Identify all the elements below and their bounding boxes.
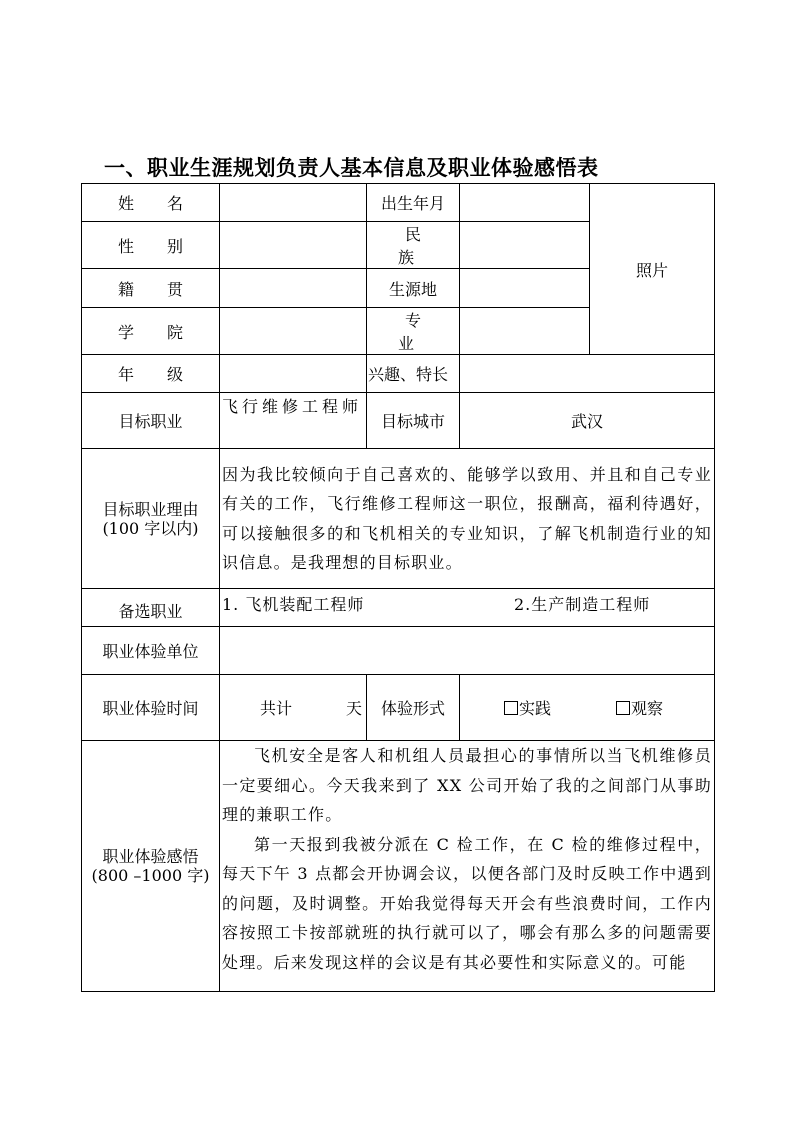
label-exp-time: 职业体验时间: [82, 675, 220, 741]
field-insight[interactable]: [220, 741, 715, 992]
field-target-job[interactable]: 飞行维修工程师: [220, 393, 367, 449]
days-label: 天: [345, 699, 362, 718]
field-birth[interactable]: [460, 184, 590, 222]
field-college[interactable]: [220, 308, 367, 355]
field-major[interactable]: [460, 308, 590, 355]
label-exp-unit: 职业体验单位: [82, 627, 220, 675]
label-reason-line2: (100 字以内): [102, 518, 199, 538]
label-grade: 年 级: [82, 355, 220, 393]
field-ethnicity[interactable]: [460, 222, 590, 269]
alt-job-2: 2.生产制造工程师: [514, 595, 651, 614]
field-origin[interactable]: [460, 269, 590, 308]
label-origin: 生源地: [367, 269, 460, 308]
label-insight-line2: (800 –1000 字): [91, 866, 210, 885]
field-reason[interactable]: 因为我比较倾向于自己喜欢的、能够学以致用、并且和自己专业有关的工作，飞行维修工程师这一职位，报酬高，福利待遇好，可以接触很多的和飞机相关的专业知识，了解飞机制造行业的知识信息。是我理想的目标职业。: [220, 449, 715, 589]
field-target-city[interactable]: 武汉: [460, 393, 715, 449]
observe-label: 观察: [631, 699, 664, 718]
photo-cell[interactable]: [590, 184, 715, 355]
practice-label: 实践: [519, 699, 552, 718]
info-form-table: [81, 183, 715, 992]
option-observe[interactable]: [616, 696, 663, 719]
insight-paragraph-1: 飞机安全是客人和机组人员最担心的事情所以当飞机维修员一定要细心。今天我来到了 XX 公司开始了我的之间部门从事助理的兼职工作。: [222, 746, 712, 824]
alt-job-1: 1. 飞机装配工程师: [222, 595, 365, 614]
field-grade[interactable]: [220, 355, 367, 393]
observe-checkbox[interactable]: [616, 701, 630, 715]
row-name: [82, 184, 715, 222]
label-insight-line1: 职业体验感悟: [102, 847, 199, 866]
label-name: 姓 名: [82, 184, 220, 222]
label-hobbies: 兴趣、特长: [367, 355, 460, 393]
label-exp-form: 体验形式: [367, 675, 460, 741]
row-exp-time: [82, 675, 715, 741]
practice-checkbox[interactable]: [504, 701, 518, 715]
total-label: 共计: [259, 699, 292, 718]
label-native-place: 籍 贯: [82, 269, 220, 308]
label-reason-line1: 目标职业理由: [102, 499, 199, 519]
field-name[interactable]: [220, 184, 367, 222]
row-alt-job: [82, 589, 715, 627]
row-grade: [82, 355, 715, 393]
field-exp-time[interactable]: [220, 675, 367, 741]
field-gender[interactable]: [220, 222, 367, 269]
label-insight: [82, 741, 220, 992]
field-hobbies[interactable]: [460, 355, 715, 393]
label-birth: 出生年月: [367, 184, 460, 222]
field-exp-form: [460, 675, 715, 741]
label-major: 专 业: [367, 308, 460, 355]
row-exp-unit: [82, 627, 715, 675]
label-gender: 性 别: [82, 222, 220, 269]
option-practice[interactable]: [460, 696, 616, 719]
photo-label: 照片: [635, 260, 668, 280]
label-alt-job: 备选职业: [82, 589, 220, 627]
insight-paragraph-2: 第一天报到我被分派在 C 检工作，在 C 检的维修过程中，每天下午 3 点都会开协调会议，以便各部门及时反映工作中遇到的问题，及时调整。开始我觉得每天开会有些浪费时间，工作内容按照工卡按部就班的执行就可以了，哪会有那么多的问题需要处理。后来发现这样的会议是有其必要性和实际意义的。可能: [222, 834, 712, 972]
label-college: 学 院: [82, 308, 220, 355]
field-native-place[interactable]: [220, 269, 367, 308]
field-alt-job[interactable]: [220, 589, 715, 627]
row-insight: [82, 741, 715, 992]
label-target-job: 目标职业: [82, 393, 220, 449]
label-target-city: 目标城市: [367, 393, 460, 449]
page-title: 一、职业生涯规划负责人基本信息及职业体验感悟表: [104, 156, 599, 180]
field-exp-unit[interactable]: [220, 627, 715, 675]
row-target: [82, 393, 715, 449]
label-reason: [82, 449, 220, 589]
label-ethnicity: 民 族: [367, 222, 460, 269]
row-reason: [82, 449, 715, 589]
